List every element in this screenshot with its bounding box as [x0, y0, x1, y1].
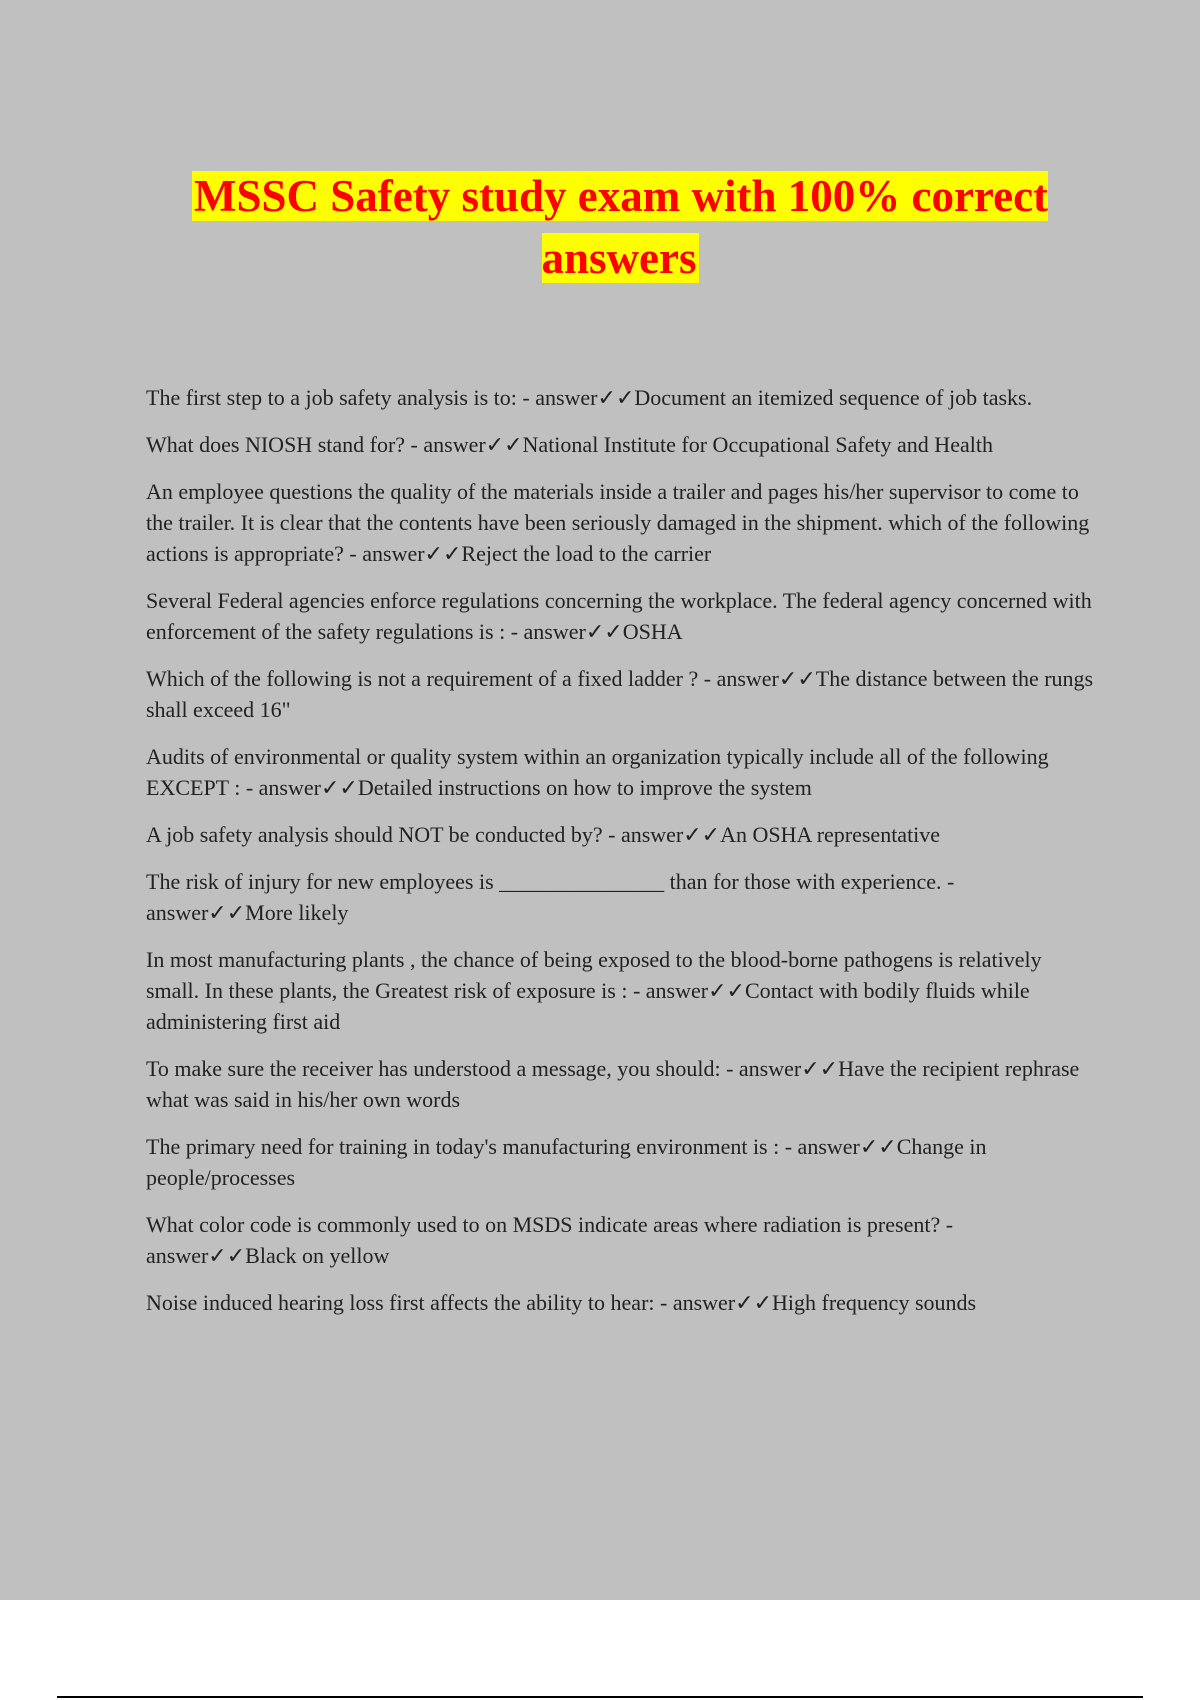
qa-item: To make sure the receiver has understood a message, you should: - answer✓✓Have the recipient rephrase what was said in his/her own words [146, 1056, 1080, 1112]
qa-item: An employee questions the quality of the materials inside a trailer and pages his/her supervisor to come to the trailer. It is clear that the contents have been seriously damaged in the shipment. which of the following actions is appropriate? - answer✓✓Reject the load to the carrier [146, 479, 1090, 566]
qa-item: Noise induced hearing loss first affects the ability to hear: - answer✓✓High frequency sounds [146, 1290, 977, 1315]
qa-item: The primary need for training in today's manufacturing environment is : - answer✓✓Change in people/processes [146, 1134, 987, 1190]
qa-list [146, 382, 1096, 1334]
qa-item: Which of the following is not a requirement of a fixed ladder ? - answer✓✓The distance between the rungs shall exceed 16" [146, 666, 1094, 722]
qa-item: Several Federal agencies enforce regulations concerning the workplace. The federal agency concerned with enforcement of the safety regulations is : - answer✓✓OSHA [146, 588, 1092, 644]
qa-item: A job safety analysis should NOT be conducted by? - answer✓✓An OSHA representative [146, 822, 941, 847]
qa-item: The risk of injury for new employees is _______________ than for those with experience. - answer✓✓More likely [146, 869, 955, 925]
qa-item: What does NIOSH stand for? - answer✓✓National Institute for Occupational Safety and Health [146, 432, 993, 457]
footer-divider [57, 1696, 1143, 1698]
document-title-text: MSSC Safety study exam with 100% correct answers [193, 171, 1049, 283]
document-title [130, 165, 1110, 289]
qa-item: Audits of environmental or quality system within an organization typically include all of the following EXCEPT : - answer✓✓Detailed instructions on how to improve the system [146, 744, 1049, 800]
qa-item: In most manufacturing plants , the chance of being exposed to the blood-borne pathogens is relatively small. In these plants, the Greatest risk of exposure is : - answer✓✓Contact with bodily fluids while administering first aid [146, 947, 1042, 1034]
qa-item: The first step to a job safety analysis is to: - answer✓✓Document an itemized sequence of job tasks. [146, 385, 1033, 410]
qa-item: What color code is commonly used to on MSDS indicate areas where radiation is present? - answer✓✓Black on yellow [146, 1212, 954, 1268]
